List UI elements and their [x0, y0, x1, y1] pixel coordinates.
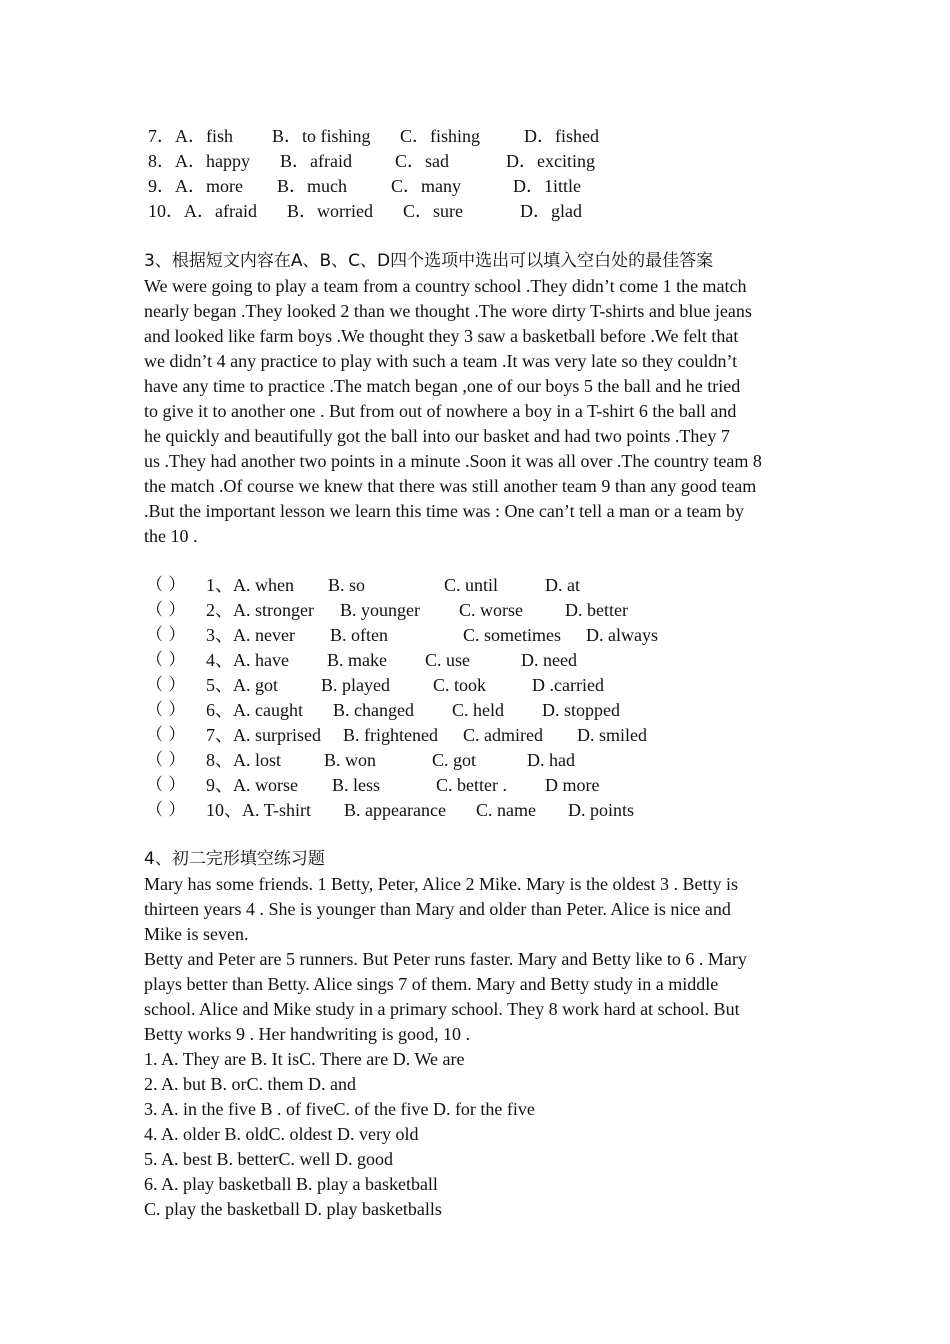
answer-bracket: （ ）	[146, 600, 186, 620]
option-a: 5、A. got	[206, 675, 278, 695]
option-d: D．exciting	[506, 151, 595, 171]
option-line: 4. A. older B. oldC. oldest D. very old	[144, 1124, 419, 1144]
option-b: B. won	[324, 750, 377, 770]
option-c: C．many	[391, 176, 461, 196]
option-d: D．fished	[524, 126, 599, 146]
option-c: C. until	[444, 575, 499, 595]
option-line: 2. A. but B. orC. them D. and	[144, 1074, 356, 1094]
option-a: 6、A. caught	[206, 700, 303, 720]
passage-line: the 10 .	[144, 526, 198, 546]
passage-line: Mike is seven.	[144, 924, 249, 944]
passage-line: and looked like farm boys .We thought they 3 saw a basketball before .We felt that	[144, 326, 739, 346]
answer-bracket: （ ）	[146, 625, 186, 645]
option-d: D. need	[521, 650, 577, 670]
option-a: 10、A. T-shirt	[206, 800, 312, 820]
option-line: 3. A. in the five B . of fiveC. of the five D. for the five	[144, 1099, 535, 1119]
answer-bracket: （ ）	[146, 800, 186, 820]
option-c: C．sad	[395, 151, 449, 171]
passage-line: to give it to another one . But from out of nowhere a boy in a T-shirt 6 the ball and	[144, 401, 737, 421]
option-a: 8、A. lost	[206, 750, 282, 770]
option-d: D. points	[568, 800, 635, 820]
answer-bracket: （ ）	[146, 750, 186, 770]
answer-bracket: （ ）	[146, 725, 186, 745]
option-a: 4、A. have	[206, 650, 289, 670]
option-a: 10．A．afraid	[148, 201, 257, 221]
option-b: B. make	[327, 650, 387, 670]
option-line: 6. A. play basketball B. play a basketball	[144, 1174, 438, 1194]
option-b: B. frightened	[343, 725, 438, 745]
option-line: C. play the basketball D. play basketballs	[144, 1199, 442, 1219]
option-b: B．afraid	[280, 151, 352, 171]
answer-bracket: （ ）	[146, 650, 186, 670]
passage-line: Betty and Peter are 5 runners. But Peter runs faster. Mary and Betty like to 6 . Mary	[144, 949, 747, 969]
passage-line: Mary has some friends. 1 Betty, Peter, Alice 2 Mike. Mary is the oldest 3 . Betty is	[144, 874, 739, 894]
option-b: B．worried	[287, 201, 373, 221]
option-b: B. younger	[340, 600, 420, 620]
option-a: 9．A．more	[148, 176, 243, 196]
section-3-heading: 3、根据短文内容在A、B、C、D四个选项中选出可以填入空白处的最佳答案	[144, 251, 714, 271]
option-d: D. always	[586, 625, 658, 645]
option-d: D. smiled	[577, 725, 647, 745]
passage-line: school. Alice and Mike study in a primary school. They 8 work hard at school. But	[144, 999, 740, 1019]
section-4-heading: 4、初二完形填空练习题	[144, 849, 325, 869]
option-c: C. use	[425, 650, 470, 670]
option-d: D．glad	[520, 201, 582, 221]
passage-line: the match .Of course we knew that there was still another team 9 than any good team	[144, 476, 757, 496]
passage-line: plays better than Betty. Alice sings 7 of them. Mary and Betty study in a middle	[144, 974, 719, 994]
option-b: B．to fishing	[272, 126, 371, 146]
passage-line: Betty works 9 . Her handwriting is good, 10 .	[144, 1024, 470, 1044]
passage-line: he quickly and beautifully got the ball into our basket and had two points .They 7	[144, 426, 730, 446]
option-d: D. stopped	[542, 700, 620, 720]
option-d: D. had	[527, 750, 575, 770]
option-d: D .carried	[532, 675, 604, 695]
answer-bracket: （ ）	[146, 675, 186, 695]
answer-bracket: （ ）	[146, 700, 186, 720]
option-b: B. often	[330, 625, 388, 645]
option-a: 1、A. when	[206, 575, 294, 595]
option-d: D．1ittle	[513, 176, 581, 196]
option-c: C. took	[433, 675, 487, 695]
option-line: 5. A. best B. betterC. well D. good	[144, 1149, 393, 1169]
option-b: B. so	[328, 575, 366, 595]
option-c: C. sometimes	[463, 625, 561, 645]
option-a: 7．A．fish	[148, 126, 233, 146]
option-a: 9、A. worse	[206, 775, 298, 795]
option-b: B. changed	[333, 700, 414, 720]
option-c: C．fishing	[400, 126, 481, 146]
passage-line: nearly began .They looked 2 than we thought .The wore dirty T-shirts and blue jeans	[144, 301, 752, 321]
passage-line: we didn’t 4 any practice to play with such a team .It was very late so they couldn’t	[144, 351, 738, 371]
option-b: B. played	[321, 675, 390, 695]
option-c: C. worse	[459, 600, 523, 620]
option-d: D. at	[545, 575, 580, 595]
option-a: 7、A. surprised	[206, 725, 321, 745]
option-a: 8．A．happy	[148, 151, 250, 171]
option-b: B．much	[277, 176, 347, 196]
option-c: C．sure	[403, 201, 463, 221]
passage-line: us .They had another two points in a minute .Soon it was all over .The country team 8	[144, 451, 762, 471]
option-c: C. got	[432, 750, 477, 770]
answer-bracket: （ ）	[146, 575, 186, 595]
option-d: D more	[545, 775, 600, 795]
option-c: C. held	[452, 700, 504, 720]
option-line: 1. A. They are B. It isC. There are D. We are	[144, 1049, 465, 1069]
option-b: B. less	[332, 775, 381, 795]
option-c: C. better .	[436, 775, 507, 795]
option-b: B. appearance	[344, 800, 446, 820]
passage-line: have any time to practice .The match began ,one of our boys 5 the ball and he tried	[144, 376, 741, 396]
option-a: 2、A. stronger	[206, 600, 314, 620]
option-c: C. name	[476, 800, 536, 820]
passage-line: thirteen years 4 . She is younger than Mary and older than Peter. Alice is nice and	[144, 899, 731, 919]
option-c: C. admired	[463, 725, 543, 745]
answer-bracket: （ ）	[146, 775, 186, 795]
passage-line: .But the important lesson we learn this time was : One can’t tell a man or a team by	[144, 501, 745, 521]
option-a: 3、A. never	[206, 625, 295, 645]
option-d: D. better	[565, 600, 628, 620]
passage-line: We were going to play a team from a country school .They didn’t come 1 the match	[144, 276, 747, 296]
